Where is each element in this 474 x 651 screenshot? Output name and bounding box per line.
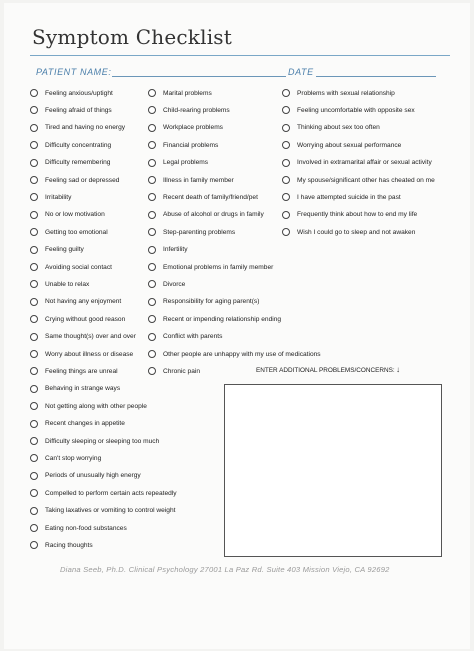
item-label: Same thought(s) over and over <box>45 333 136 341</box>
item-label: Taking laxatives or vomiting to control weight <box>45 507 176 515</box>
radio-button[interactable] <box>30 437 38 445</box>
radio-button[interactable] <box>148 246 156 254</box>
radio-button[interactable] <box>30 367 38 375</box>
radio-button[interactable] <box>148 193 156 201</box>
radio-button[interactable] <box>30 454 38 462</box>
item-label: Conflict with parents <box>163 333 223 341</box>
radio-button[interactable] <box>282 106 290 114</box>
radio-button[interactable] <box>148 263 156 271</box>
item-label: Feeling afraid of things <box>45 106 112 114</box>
item-label: Responsibility for aging parent(s) <box>163 298 260 306</box>
col3-item[interactable] <box>282 211 417 219</box>
item-label: Financial problems <box>163 141 219 149</box>
radio-button[interactable] <box>148 280 156 288</box>
col2-item[interactable] <box>148 315 281 323</box>
item-label: Avoiding social contact <box>45 263 112 271</box>
item-label: Child-rearing problems <box>163 106 230 114</box>
item-label: Feeling sad or depressed <box>45 176 120 184</box>
col1-item[interactable] <box>30 541 93 549</box>
col1-item[interactable] <box>30 211 105 219</box>
item-label: Involved in extramarital affair or sexual activity <box>297 159 432 167</box>
item-label: Problems with sexual relationship <box>297 89 395 97</box>
radio-button[interactable] <box>30 333 38 341</box>
date-label: DATE <box>288 67 314 77</box>
item-label: Feeling guilty <box>45 246 84 254</box>
radio-button[interactable] <box>30 298 38 306</box>
col1-item[interactable] <box>30 159 110 167</box>
radio-button[interactable] <box>148 141 156 149</box>
radio-button[interactable] <box>148 333 156 341</box>
item-label: Tired and having no energy <box>45 124 126 132</box>
item-label: Workplace problems <box>163 124 223 132</box>
radio-button[interactable] <box>30 315 38 323</box>
item-label: Behaving in strange ways <box>45 385 121 393</box>
col1-item[interactable] <box>30 385 120 393</box>
radio-button[interactable] <box>282 141 290 149</box>
radio-button[interactable] <box>282 159 290 167</box>
radio-button[interactable] <box>30 124 38 132</box>
col3-item[interactable] <box>282 124 380 132</box>
radio-button[interactable] <box>30 280 38 288</box>
radio-button[interactable] <box>148 159 156 167</box>
item-label: I have attempted suicide in the past <box>297 193 401 201</box>
radio-button[interactable] <box>148 89 156 97</box>
item-label: Periods of unusually high energy <box>45 472 141 480</box>
radio-button[interactable] <box>30 263 38 271</box>
additional-problems-label: ENTER ADDITIONAL PROBLEMS/CONCERNS: <box>256 367 395 374</box>
radio-button[interactable] <box>30 246 38 254</box>
radio-button[interactable] <box>148 367 156 375</box>
item-label: Not getting along with other people <box>45 402 147 410</box>
radio-button[interactable] <box>30 385 38 393</box>
col3-item[interactable] <box>282 89 395 97</box>
radio-button[interactable] <box>30 472 38 480</box>
radio-button[interactable] <box>148 298 156 306</box>
col2-item[interactable] <box>148 280 185 288</box>
item-label: Divorce <box>163 280 186 288</box>
item-label: No or low motivation <box>45 211 105 219</box>
title-divider <box>30 55 450 56</box>
col3-item[interactable] <box>282 193 401 201</box>
col1-item[interactable] <box>30 367 118 375</box>
item-label: Other people are unhappy with my use of medications <box>163 350 321 358</box>
col1-item[interactable] <box>30 263 112 271</box>
col2-item[interactable] <box>148 159 208 167</box>
radio-button[interactable] <box>30 176 38 184</box>
radio-button[interactable] <box>30 524 38 532</box>
radio-button[interactable] <box>30 489 38 497</box>
col1-item[interactable] <box>30 89 113 97</box>
item-label: Legal problems <box>163 159 209 167</box>
col2-item[interactable] <box>148 350 321 358</box>
col1-item[interactable] <box>30 176 119 184</box>
item-label: Racing thoughts <box>45 541 93 549</box>
radio-button[interactable] <box>30 350 38 358</box>
item-label: Thinking about sex too often <box>297 124 380 132</box>
item-label: Wish I could go to sleep and not awaken <box>297 228 416 236</box>
radio-button[interactable] <box>30 159 38 167</box>
item-label: Chronic pain <box>163 367 201 375</box>
radio-button[interactable] <box>282 124 290 132</box>
radio-button[interactable] <box>148 106 156 114</box>
col1-item[interactable] <box>30 454 101 462</box>
col1-item[interactable] <box>30 489 177 497</box>
radio-button[interactable] <box>282 176 290 184</box>
item-label: Marital problems <box>163 89 212 97</box>
col2-item[interactable] <box>148 228 235 236</box>
radio-button[interactable] <box>148 124 156 132</box>
radio-button[interactable] <box>30 141 38 149</box>
col1-item[interactable] <box>30 437 159 445</box>
radio-button[interactable] <box>148 211 156 219</box>
checklist-page <box>4 3 470 649</box>
col2-item[interactable] <box>148 263 273 271</box>
radio-button[interactable] <box>148 350 156 358</box>
col3-item[interactable] <box>282 159 432 167</box>
patient-name-field[interactable] <box>112 76 286 77</box>
arrow-down-icon: ↓ <box>396 365 400 374</box>
item-label: Difficulty concentrating <box>45 141 112 149</box>
item-label: Difficulty remembering <box>45 159 111 167</box>
col1-item[interactable] <box>30 141 111 149</box>
radio-button[interactable] <box>148 228 156 236</box>
item-label: Compelled to perform certain acts repeatedly <box>45 489 177 497</box>
item-label: Recent death of family/friend/pet <box>163 193 258 201</box>
col2-item[interactable] <box>148 298 259 306</box>
radio-button[interactable] <box>282 211 290 219</box>
radio-button[interactable] <box>30 541 38 549</box>
date-field[interactable] <box>316 76 436 77</box>
col2-item[interactable] <box>148 193 258 201</box>
page-title: Symptom Checklist <box>32 25 233 49</box>
item-label: Feeling anxious/uptight <box>45 89 113 97</box>
item-label: Abuse of alcohol or drugs in family <box>163 211 264 219</box>
additional-problems-box[interactable] <box>224 384 442 557</box>
item-label: Frequently think about how to end my life <box>297 211 418 219</box>
col1-item[interactable] <box>30 472 141 480</box>
radio-button[interactable] <box>30 507 38 515</box>
radio-button[interactable] <box>30 211 38 219</box>
col1-item[interactable] <box>30 280 89 288</box>
col1-item[interactable] <box>30 333 136 341</box>
item-label: Eating non-food substances <box>45 524 127 532</box>
item-label: Step-parenting problems <box>163 228 236 236</box>
col1-item[interactable] <box>30 524 127 532</box>
col1-item[interactable] <box>30 420 125 428</box>
item-label: Infertility <box>163 246 188 254</box>
col1-item[interactable] <box>30 106 112 114</box>
col1-item[interactable] <box>30 402 147 410</box>
col3-item[interactable] <box>282 106 415 114</box>
radio-button[interactable] <box>148 315 156 323</box>
col1-item[interactable] <box>30 228 108 236</box>
item-label: Worrying about sexual performance <box>297 141 402 149</box>
col1-item[interactable] <box>30 124 125 132</box>
col2-item[interactable] <box>148 124 223 132</box>
footer-contact: Diana Seeb, Ph.D. Clinical Psychology 27001 La Paz Rd. Suite 403 Mission Viejo, CA 92692 <box>60 565 390 574</box>
item-label: Crying without good reason <box>45 315 126 323</box>
item-label: Emotional problems in family member <box>163 263 274 271</box>
item-label: Irritability <box>45 193 72 201</box>
radio-button[interactable] <box>30 402 38 410</box>
item-label: Recent or impending relationship ending <box>163 315 282 323</box>
col1-item[interactable] <box>30 350 133 358</box>
col1-item[interactable] <box>30 315 125 323</box>
item-label: Feeling things are unreal <box>45 367 118 375</box>
col1-item[interactable] <box>30 193 71 201</box>
col3-item[interactable] <box>282 141 401 149</box>
radio-button[interactable] <box>30 106 38 114</box>
item-label: Getting too emotional <box>45 228 108 236</box>
col1-item[interactable] <box>30 298 121 306</box>
radio-button[interactable] <box>282 89 290 97</box>
col2-item[interactable] <box>148 246 188 254</box>
patient-name-label: PATIENT NAME: <box>36 67 112 77</box>
item-label: Unable to relax <box>45 280 90 288</box>
radio-button[interactable] <box>30 228 38 236</box>
col1-item[interactable] <box>30 507 175 515</box>
col2-item[interactable] <box>148 333 222 341</box>
item-label: Worry about illness or disease <box>45 350 134 358</box>
item-label: Not having any enjoyment <box>45 298 122 306</box>
col3-item[interactable] <box>282 176 435 184</box>
col3-item[interactable] <box>282 228 415 236</box>
radio-button[interactable] <box>282 193 290 201</box>
item-label: Difficulty sleeping or sleeping too much <box>45 437 160 445</box>
col2-item[interactable] <box>148 89 212 97</box>
col2-item[interactable] <box>148 141 218 149</box>
item-label: Can't stop worrying <box>45 454 102 462</box>
item-label: Illness in family member <box>163 176 234 184</box>
radio-button[interactable] <box>282 228 290 236</box>
radio-button[interactable] <box>30 193 38 201</box>
col1-item[interactable] <box>30 246 84 254</box>
item-label: Feeling uncomfortable with opposite sex <box>297 106 415 114</box>
col2-item[interactable] <box>148 367 200 375</box>
col2-item[interactable] <box>148 176 234 184</box>
item-label: Recent changes in appetite <box>45 420 125 428</box>
col2-item[interactable] <box>148 106 230 114</box>
radio-button[interactable] <box>30 420 38 428</box>
item-label: My spouse/significant other has cheated on me <box>297 176 435 184</box>
radio-button[interactable] <box>30 89 38 97</box>
col2-item[interactable] <box>148 211 264 219</box>
radio-button[interactable] <box>148 176 156 184</box>
